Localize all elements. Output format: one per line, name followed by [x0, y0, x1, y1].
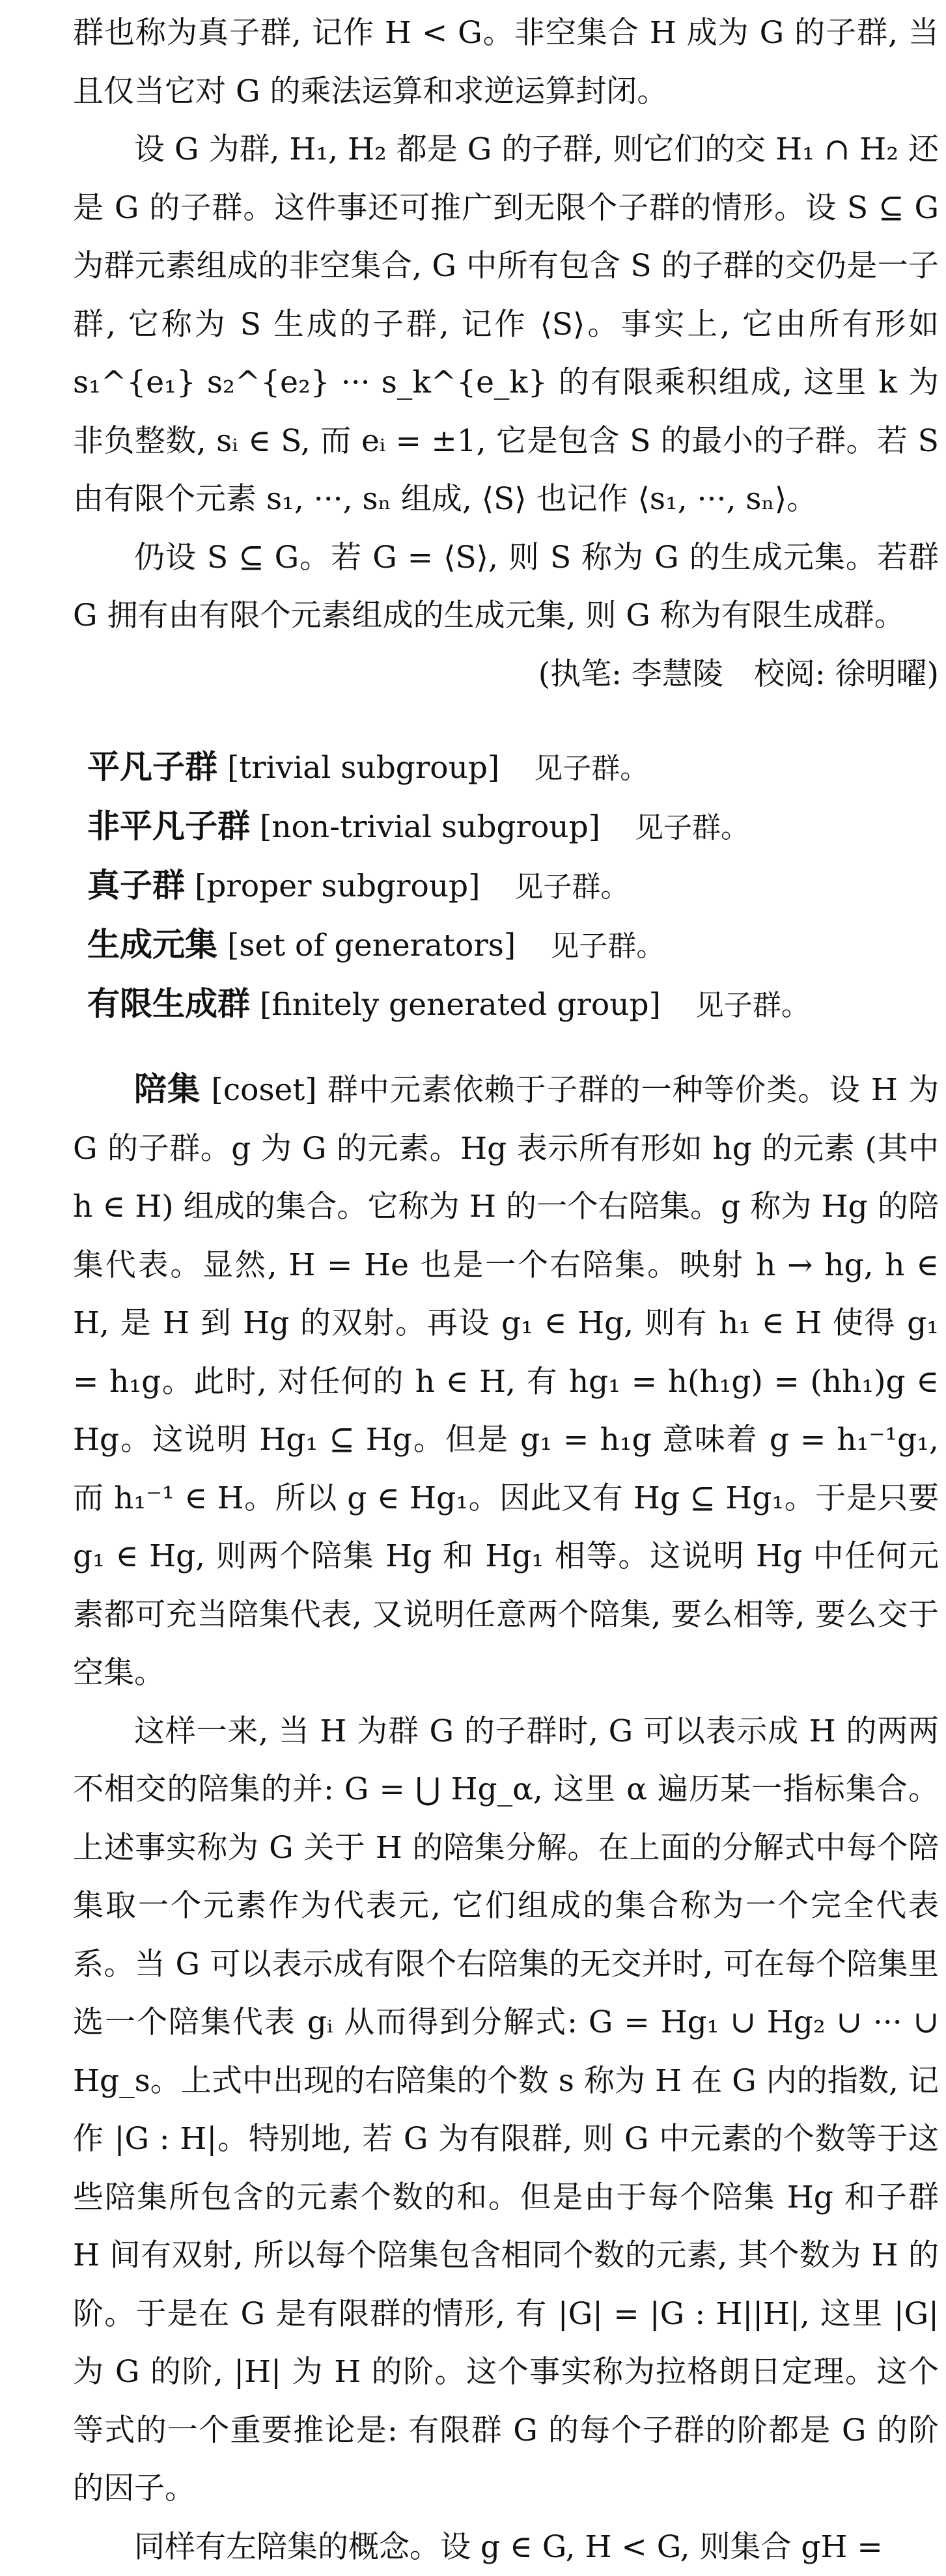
entry-trivial-subgroup — [87, 738, 939, 797]
coset-entry — [73, 1060, 939, 2576]
entry-term: 非平凡子群 — [87, 807, 250, 845]
coset-text-1: 群中元素依赖于子群的一种等价类。设 H 为 G 的子群。g 为 G 的元素。Hg 表示所有形如 hg 的元素 (其中 h ∈ H) 组成的集合。它称为 H 的一个右陪集。g 称为 Hg 的陪集代表。显然, H = He 也是一个右陪集。映射 h → hg, h ∈ H, 是 H 到 Hg 的双射。再设 g₁ ∈ Hg, 则有 h₁ ∈ H 使得 g₁ = h₁g。此时, 对任何的 h ∈ H, 有 hg₁ = h(h₁g) = (hh₁)g ∈ Hg。这说明 Hg₁ ⊆ Hg。但是 g₁ = h₁g 意味着 g = h₁⁻¹g₁, 而 h₁⁻¹ ∈ H。所以 g ∈ Hg₁。因此又有 Hg ⊆ Hg₁。于是只要 g₁ ∈ Hg, 则两个陪集 Hg 和 Hg₁ 相等。这说明 Hg 中任何元素都可充当陪集代表, 又说明任意两个陪集, 要么相等, 要么交于空集。 — [73, 1072, 939, 1691]
text-column — [73, 4, 939, 2576]
entry-english: [finitely generated group] — [260, 987, 661, 1023]
paragraph-intersection: 设 G 为群, H₁, H₂ 都是 G 的子群, 则它们的交 H₁ ∩ H₂ 还是 G 的子群。这件事还可推广到无限个子群的情形。设 S ⊆ G 为群元素组成的非空集合, G 中所有包含 S 的子群的交仍是一子群, 它称为 S 生成的子群, 记作 ⟨S⟩。事实上, 它由所有形如 s₁^{e₁} s₂^{e₂} ··· s_k^{e_k} 的有限乘积组成, 这里 k 为非负整数, sᵢ ∈ S, 而 eᵢ = ±1, 它是包含 S 的最小的子群。若 S 由有限个元素 s₁, ···, sₙ 组成, ⟨S⟩ 也记作 ⟨s₁, ···, sₙ⟩。 — [73, 120, 939, 529]
coset-paragraph-3: 同样有左陪集的概念。设 g ∈ G, H < G, 则集合 gH = — [73, 2518, 939, 2576]
entry-set-of-generators — [87, 916, 939, 975]
paragraph-generators: 仍设 S ⊆ G。若 G = ⟨S⟩, 则 S 称为 G 的生成元集。若群 G 拥有由有限个元素组成的生成元集, 则 G 称为有限生成群。 — [73, 529, 939, 645]
entry-see-ref: 见子群。 — [695, 989, 810, 1022]
entry-english: [set of generators] — [227, 928, 516, 963]
paragraph-subgroup-def: 群也称为真子群, 记作 H < G。非空集合 H 成为 G 的子群, 当且仅当它对 G 的乘法运算和求逆运算封闭。 — [73, 4, 939, 120]
coset-paragraph-1 — [73, 1060, 939, 1702]
entry-english: [non-trivial subgroup] — [260, 809, 600, 845]
entry-proper-subgroup — [87, 857, 939, 916]
coset-term: 陪集 — [134, 1070, 201, 1108]
entry-see-ref: 见子群。 — [550, 930, 665, 963]
coset-paragraph-2: 这样一来, 当 H 为群 G 的子群时, G 可以表示成 H 的两两不相交的陪集的并: G = ⋃ Hg_α, 这里 α 遍历某一指标集合。上述事实称为 G 关于 H 的陪集分解。在上面的分解式中每个陪集取一个元素作为代表元, 它们组成的集合称为一个完全代表系。当 G 可以表示成有限个右陪集的无交并时, 可在每个陪集里选一个陪集代表 gᵢ 从而得到分解式: G = Hg₁ ∪ Hg₂ ∪ ··· ∪ Hg_s。上式中出现的右陪集的个数 s 称为 H 在 G 内的指数, 记作 |G : H|。特别地, 若 G 为有限群, 则 G 中元素的个数等于这些陪集所包含的元素个数的和。但是由于每个陪集 Hg 和子群 H 间有双射, 所以每个陪集包含相同个数的元素, 其个数为 H 的阶。于是在 G 是有限群的情形, 有 |G| = |G : H||H|, 这里 |G| 为 G 的阶, |H| 为 H 的阶。这个事实称为拉格朗日定理。这个等式的一个重要推论是: 有限群 G 的每个子群的阶都是 G 的阶的因子。 — [73, 1702, 939, 2518]
entry-see-ref: 见子群。 — [635, 811, 749, 844]
entry-see-ref: 见子群。 — [534, 752, 648, 785]
entry-finitely-generated-group — [87, 975, 939, 1034]
entry-english: [proper subgroup] — [195, 868, 480, 904]
entry-term: 真子群 — [87, 866, 185, 904]
entry-term: 平凡子群 — [87, 748, 217, 786]
entry-term: 有限生成群 — [87, 985, 250, 1023]
coset-english: [coset] — [211, 1072, 316, 1108]
author-credit: (执笔: 李慧陵 校阅: 徐明曜) — [73, 645, 939, 704]
entry-nontrivial-subgroup — [87, 797, 939, 857]
entry-english: [trivial subgroup] — [227, 750, 499, 786]
entry-see-ref: 见子群。 — [514, 870, 629, 904]
entry-term: 生成元集 — [87, 926, 217, 963]
cross-reference-list — [87, 738, 939, 1034]
